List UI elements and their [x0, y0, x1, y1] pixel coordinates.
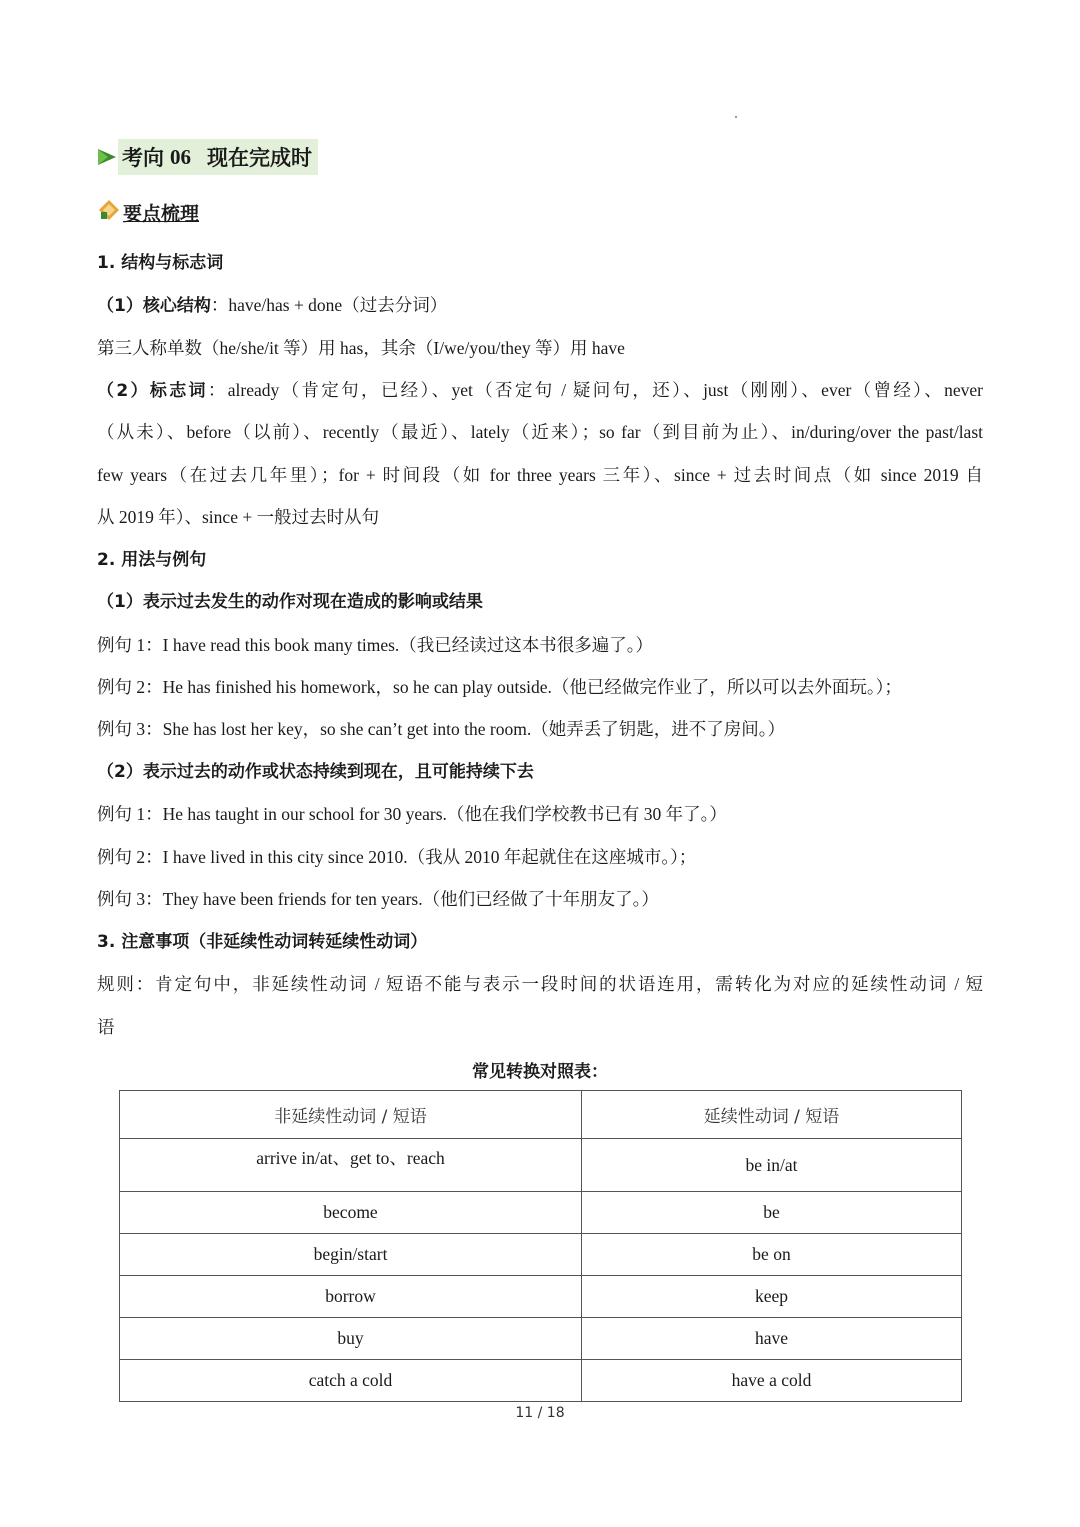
subheading — [97, 199, 199, 226]
table-cell: be on — [582, 1234, 962, 1276]
table-header-cell: 非延续性动词 / 短语 — [120, 1091, 582, 1139]
third-person-line: 第三人称单数（he/she/it 等）用 has，其余（I/we/you/they 等）用 have — [97, 338, 625, 358]
section-label: 考向 — [122, 146, 164, 170]
table-cell: have — [582, 1318, 962, 1360]
section-title-box — [118, 139, 318, 175]
table-row — [120, 1139, 962, 1192]
table-cell: be in/at — [582, 1139, 962, 1192]
section-title — [96, 138, 318, 176]
table-row — [120, 1234, 962, 1276]
usage2-example-2: 例句 2：I have lived in this city since 2010.（我从 2010 年起就住在这座城市。）； — [97, 847, 697, 867]
section2-heading: 2. 用法与例句 — [97, 550, 207, 570]
table-cell: borrow — [120, 1276, 582, 1318]
usage2-example-1: 例句 1：He has taught in our school for 30 years.（他在我们学校教书已有 30 年了。） — [97, 804, 727, 824]
rule-line-1: 规则：肯定句中，非延续性动词 / 短语不能与表示一段时间的状语连用，需转化为对应的延续性动词 / 短 — [97, 974, 983, 994]
markers-line-2: （从未）、before（以前）、recently（最近）、lately（近来）；so far（到目前为止）、in/during/over the past/last — [97, 422, 983, 442]
usage1-example-3: 例句 3：She has lost her key，so she can’t get into the room.（她弄丢了钥匙，进不了房间。） — [97, 719, 785, 739]
usage2-example-3: 例句 3：They have been friends for ten years.（他们已经做了十年朋友了。） — [97, 889, 659, 909]
conversion-table — [119, 1090, 962, 1402]
table-row — [120, 1276, 962, 1318]
table-cell: become — [120, 1192, 582, 1234]
usage1-title: （1）表示过去发生的动作对现在造成的影响或结果 — [97, 592, 483, 612]
table-cell: keep — [582, 1276, 962, 1318]
table-row — [120, 1318, 962, 1360]
markers-line-3: few years（在过去几年里）；for + 时间段（如 for three years 三年）、since + 过去时间点（如 since 2019 自 — [97, 465, 983, 485]
markers-line-4: 从 2019 年）、since + 一般过去时从句 — [97, 507, 380, 527]
table-cell: have a cold — [582, 1360, 962, 1402]
table-caption: 常见转换对照表： — [472, 1062, 608, 1082]
section1-heading: 1. 结构与标志词 — [97, 253, 224, 273]
stray-dot — [735, 116, 737, 118]
subheading-text: 要点梳理 — [123, 203, 200, 225]
table-row — [120, 1192, 962, 1234]
section3-heading: 3. 注意事项（非延续性动词转延续性动词） — [97, 932, 428, 952]
table-row — [120, 1360, 962, 1402]
usage2-title: （2）表示过去的动作或状态持续到现在，且可能持续下去 — [97, 762, 534, 782]
section-number: 06 — [170, 144, 191, 169]
table-cell: arrive in/at、get to、reach — [120, 1139, 582, 1192]
core-structure-line — [97, 293, 983, 318]
rule-line-2: 语 — [97, 1017, 115, 1037]
table-cell: begin/start — [120, 1234, 582, 1276]
markers-line-1 — [97, 378, 983, 403]
table-header-row — [120, 1091, 962, 1139]
table-cell: buy — [120, 1318, 582, 1360]
table-header-cell: 延续性动词 / 短语 — [582, 1091, 962, 1139]
table-cell: catch a cold — [120, 1360, 582, 1402]
core-label: （1）核心结构 — [97, 296, 211, 316]
usage1-example-1: 例句 1：I have read this book many times.（我已经读过这本书很多遍了。） — [97, 635, 654, 655]
diamond-icon — [97, 199, 121, 226]
section-title-text: 现在完成时 — [207, 146, 312, 170]
core-text: ：have/has + done（过去分词） — [210, 295, 448, 315]
page-number: 11 / 18 — [515, 1405, 565, 1421]
play-arrow-icon — [96, 146, 118, 168]
markers-text-1: ：already（肯定句，已经）、yet（否定句 / 疑问句，还）、just（刚刚）、ever（曾经）、never — [207, 380, 983, 400]
table-cell: be — [582, 1192, 962, 1234]
markers-label: （2）标志词 — [97, 381, 208, 401]
usage1-example-2: 例句 2：He has finished his homework，so he can play outside.（他已经做完作业了，所以可以去外面玩。）； — [97, 677, 902, 697]
